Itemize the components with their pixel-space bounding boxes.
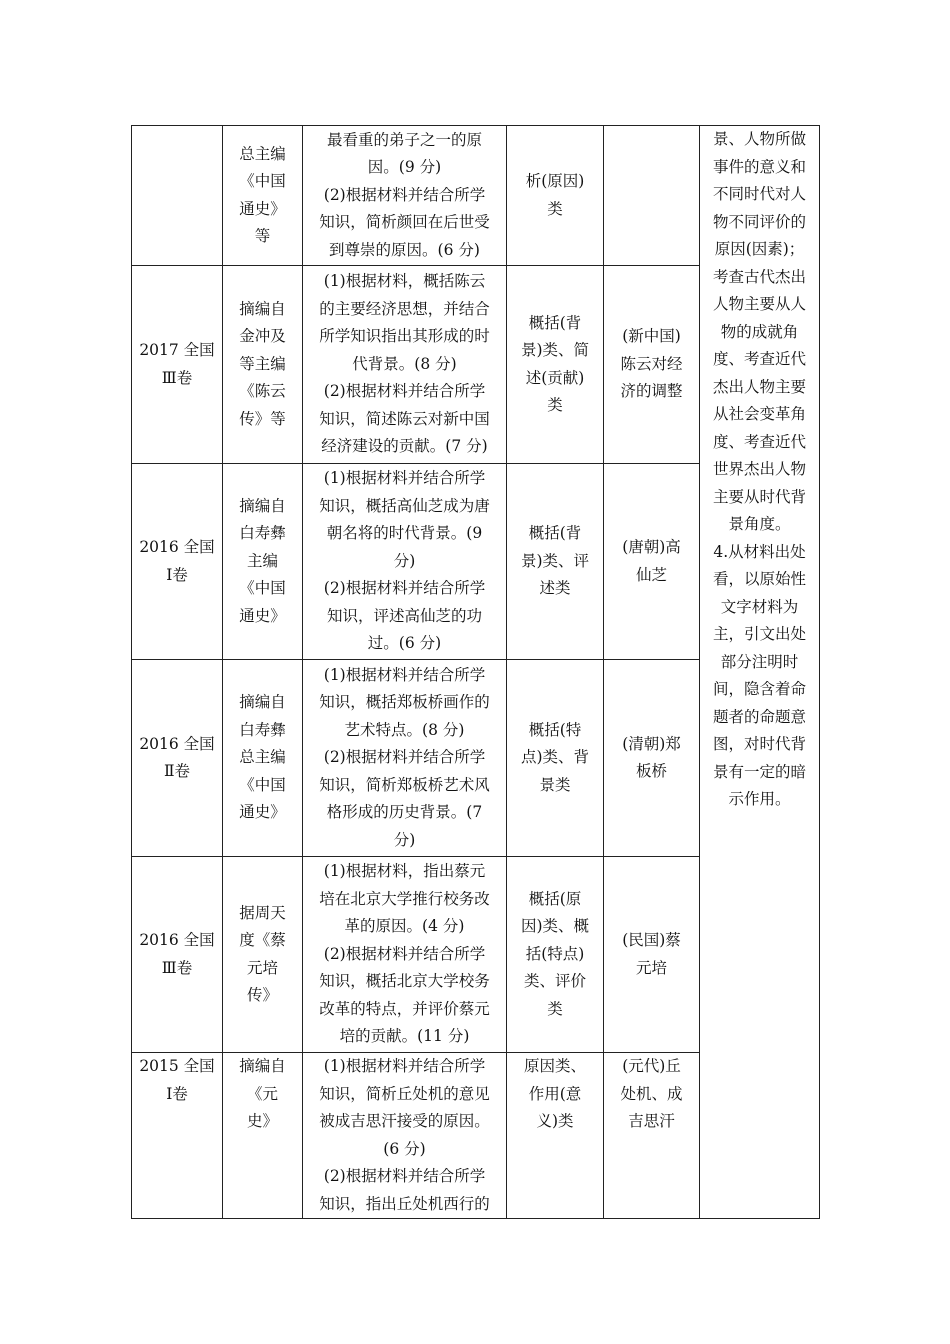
question-cell: 最看重的弟子之一的原 因。(9 分) (2)根据材料并结合所学 知识，简析颜回在后世受 到尊崇的原因。(6 分) bbox=[303, 126, 507, 266]
exam-table bbox=[131, 125, 820, 1219]
exam-cell: 2016 全国 Ⅰ卷 bbox=[132, 464, 223, 660]
source-cell: 总主编 《中国 通史》 等 bbox=[223, 126, 303, 266]
analysis-note-cell: 景、人物所做 事件的意义和 不同时代对人 物不同评价的 原因(因素)； 考查古代杰出 人物主要从人 物的成就角 度、考查近代 杰出人物主要 从社会变革角 度、考查近代 世界杰出人物 主要从时代背 景角度。 4.从材料出处 看，以原始性 文字材料为 主，引文出处 部分注明时 间，隐含着命 题者的命题意 图，对时代背 景有一定的暗 示作用。 bbox=[700, 126, 820, 1219]
question-cell: (1)根据材料，指出蔡元 培在北京大学推行校务改 革的原因。(4 分) (2)根据材料并结合所学 知识，概括北京大学校务 改革的特点，并评价蔡元 培的贡献。(11 分) bbox=[303, 857, 507, 1053]
exam-cell: 2017 全国 Ⅲ卷 bbox=[132, 266, 223, 464]
source-cell: 摘编自 白寿彝 总主编 《中国 通史》 bbox=[223, 660, 303, 857]
question-cell: (1)根据材料并结合所学 知识，概括高仙芝成为唐 朝名将的时代背景。(9 分) (2)根据材料并结合所学 知识，评述高仙芝的功 过。(6 分) bbox=[303, 464, 507, 660]
figure-cell: (新中国) 陈云对经 济的调整 bbox=[604, 266, 700, 464]
question-type-cell: 概括(特 点)类、背 景类 bbox=[507, 660, 604, 857]
source-cell: 摘编自 金冲及 等主编 《陈云 传》等 bbox=[223, 266, 303, 464]
question-type-cell: 概括(背 景)类、评 述类 bbox=[507, 464, 604, 660]
exam-cell bbox=[132, 126, 223, 266]
table-row bbox=[132, 126, 820, 266]
figure-cell: (清朝)郑 板桥 bbox=[604, 660, 700, 857]
question-cell: (1)根据材料并结合所学 知识，简析丘处机的意见 被成吉思汗接受的原因。 (6 分) (2)根据材料并结合所学 知识，指出丘处机西行的 bbox=[303, 1053, 507, 1219]
question-type-cell: 概括(背 景)类、简 述(贡献) 类 bbox=[507, 266, 604, 464]
question-type-cell: 原因类、 作用(意 义)类 bbox=[507, 1053, 604, 1219]
question-cell: (1)根据材料，概括陈云 的主要经济思想，并结合 所学知识指出其形成的时 代背景。(8 分) (2)根据材料并结合所学 知识，简述陈云对新中国 经济建设的贡献。(7 分) bbox=[303, 266, 507, 464]
question-type-cell: 析(原因) 类 bbox=[507, 126, 604, 266]
figure-cell: (唐朝)高 仙芝 bbox=[604, 464, 700, 660]
figure-cell: (民国)蔡 元培 bbox=[604, 857, 700, 1053]
source-cell: 摘编自 《元 史》 bbox=[223, 1053, 303, 1219]
question-cell: (1)根据材料并结合所学 知识，概括郑板桥画作的 艺术特点。(8 分) (2)根据材料并结合所学 知识，简析郑板桥艺术风 格形成的历史背景。(7 分) bbox=[303, 660, 507, 857]
question-type-cell: 概括(原 因)类、概 括(特点) 类、评价 类 bbox=[507, 857, 604, 1053]
figure-cell bbox=[604, 126, 700, 266]
figure-cell: (元代)丘 处机、成 吉思汗 bbox=[604, 1053, 700, 1219]
source-cell: 摘编自 白寿彝 主编 《中国 通史》 bbox=[223, 464, 303, 660]
exam-cell: 2016 全国 Ⅲ卷 bbox=[132, 857, 223, 1053]
exam-cell: 2015 全国 Ⅰ卷 bbox=[132, 1053, 223, 1219]
exam-cell: 2016 全国 Ⅱ卷 bbox=[132, 660, 223, 857]
source-cell: 据周天 度《蔡 元培 传》 bbox=[223, 857, 303, 1053]
